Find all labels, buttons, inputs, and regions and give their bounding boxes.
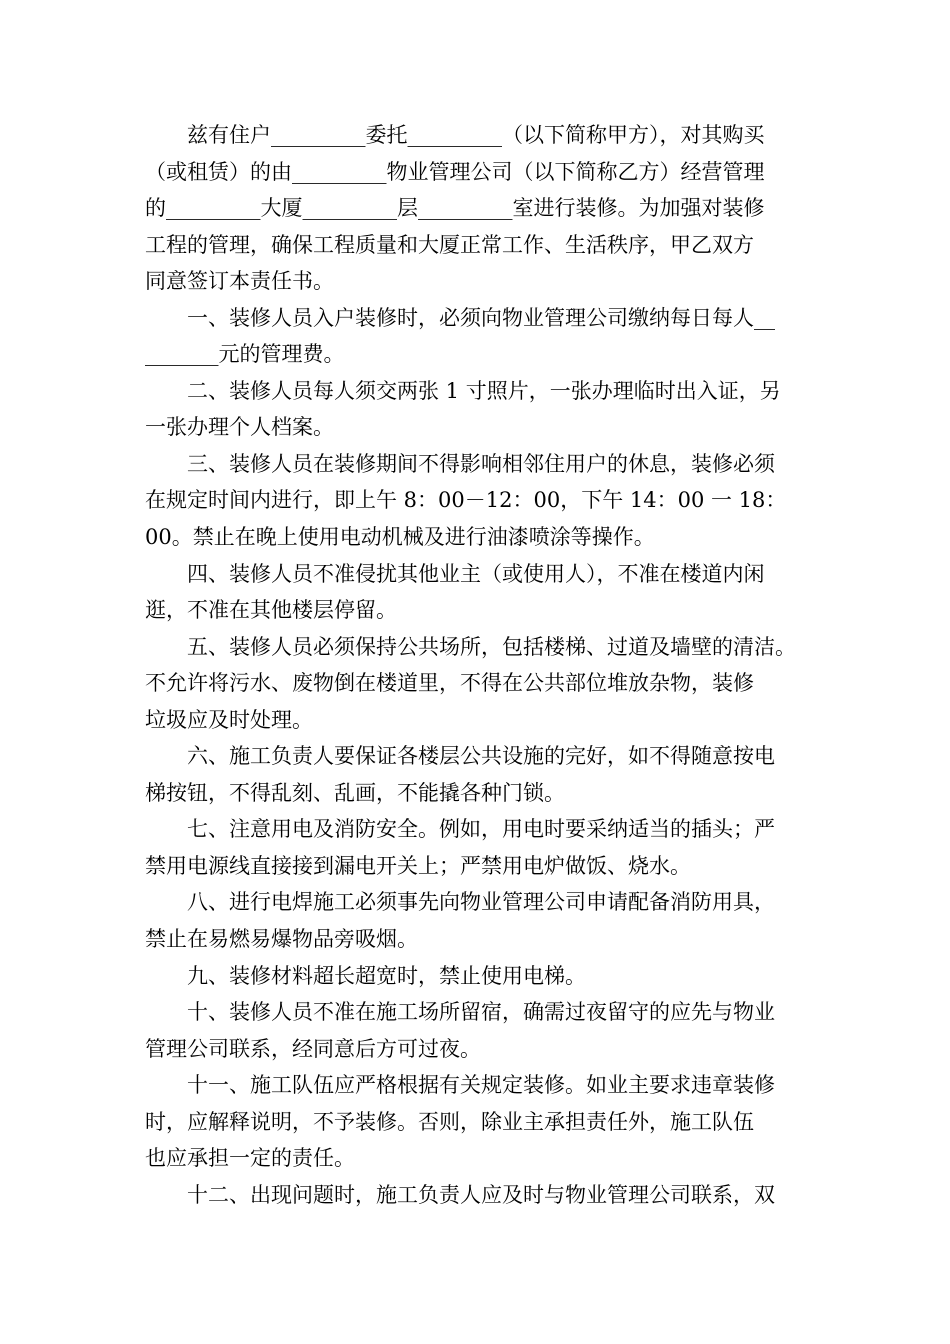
text-line: 梯按钮，不得乱刻、乱画，不能撬各种门锁。 [145, 780, 565, 805]
text-line: 十、装修人员不准在施工场所留宿，确需过夜留守的应先与物业 [187, 1000, 775, 1025]
text-line: 十一、施工队伍应严格根据有关规定装修。如业主要求违章装修 [187, 1073, 775, 1098]
text-line: 禁用电源线直接接到漏电开关上；严禁用电炉做饭、烧水。 [145, 853, 691, 878]
text-line: 十二、出现问题时，施工负责人应及时与物业管理公司联系，双 [187, 1182, 775, 1207]
text-line: （或租赁）的由_________物业管理公司（以下简称乙方）经营管理 [145, 159, 765, 184]
text-line: 兹有住户_________委托_________（以下简称甲方），对其购买 [187, 123, 765, 147]
text-line: 逛，不准在其他楼层停留。 [145, 598, 397, 623]
text-line: 二、装修人员每人须交两张 1 寸照片，一张办理临时出入证，另 [187, 378, 781, 403]
text-line: 也应承担一定的责任。 [145, 1146, 355, 1171]
text-line: 管理公司联系，经同意后方可过夜。 [145, 1036, 481, 1061]
text-line: 时，应解释说明，不予装修。否则，除业主承担责任外，施工队伍 [145, 1109, 754, 1134]
text-line: 八、进行电焊施工必须事先向物业管理公司申请配备消防用具， [187, 890, 775, 915]
text-line: _______元的管理费。 [145, 342, 345, 367]
text-line: 00。禁止在晚上使用电动机械及进行油漆喷涂等操作。 [145, 525, 655, 550]
text-line: 在规定时间内进行，即上午 8：00－12：00，下午 14：00 一 18： [145, 488, 787, 513]
document-body [145, 117, 825, 1213]
text-line: 一、装修人员入户装修时，必须向物业管理公司缴纳每日每人__ [187, 305, 775, 330]
text-line: 的_________大厦_________层_________室进行装修。为加强对装修 [145, 196, 765, 221]
text-line: 同意签订本责任书。 [145, 269, 334, 294]
text-line: 七、注意用电及消防安全。例如，用电时要采纳适当的插头；严 [187, 817, 775, 842]
text-line: 九、装修材料超长超宽时，禁止使用电梯。 [187, 963, 586, 988]
text-line: 四、装修人员不准侵扰其他业主（或使用人），不准在楼道内闲 [187, 561, 765, 586]
text-line: 一张办理个人档案。 [145, 415, 334, 440]
text-line: 工程的管理，确保工程质量和大厦正常工作、生活秩序，甲乙双方 [145, 232, 754, 257]
text-line: 六、施工负责人要保证各楼层公共设施的完好，如不得随意按电 [187, 744, 775, 769]
text-line: 五、装修人员必须保持公共场所，包括楼梯、过道及墙壁的清洁。 [187, 634, 796, 659]
text-line: 不允许将污水、废物倒在楼道里，不得在公共部位堆放杂物，装修 [145, 671, 754, 696]
text-line: 禁止在易燃易爆物品旁吸烟。 [145, 927, 418, 952]
text-line: 垃圾应及时处理。 [145, 707, 313, 732]
text-line: 三、装修人员在装修期间不得影响相邻住用户的休息，装修必须 [187, 451, 775, 476]
